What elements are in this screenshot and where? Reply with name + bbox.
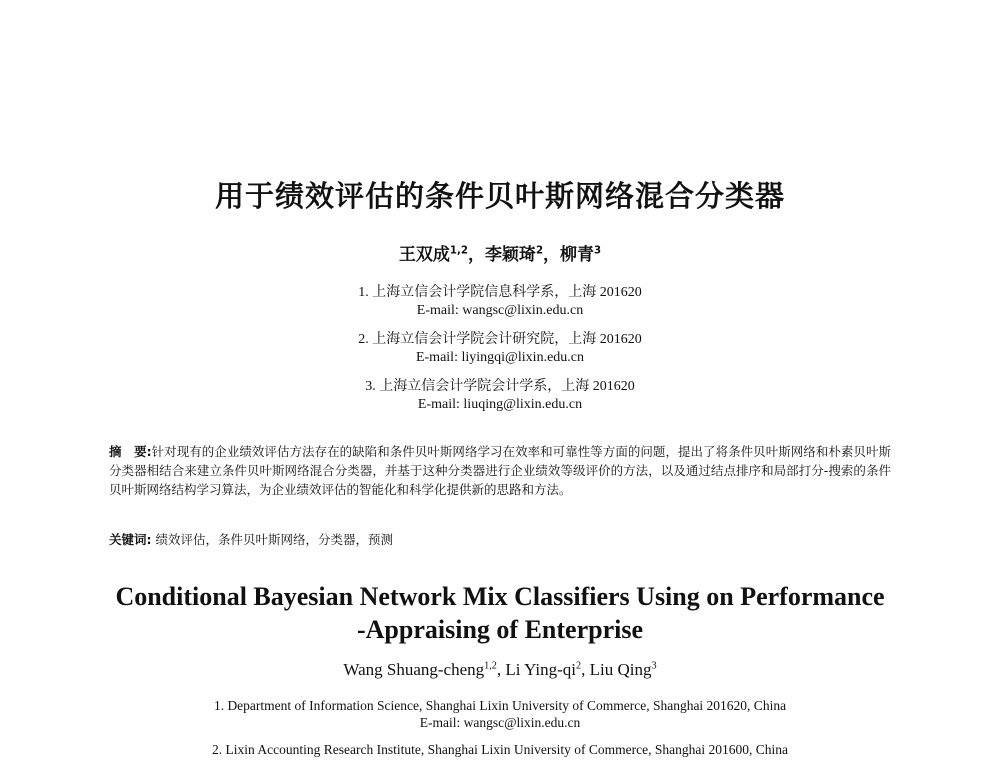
chinese-affiliation-1 [0,284,1000,320]
author-affiliation-mark: 2 [535,245,544,257]
chinese-affiliation-3 [0,378,1000,414]
keywords-label: 关键词: [109,532,152,547]
author-name: Li Ying-qi [505,660,577,679]
author-affiliation-mark: 2 [576,660,582,672]
author-separator: , [581,660,590,679]
author-affiliation-mark: 3 [594,245,602,257]
author-affiliation-mark: 1,2 [449,245,468,257]
author-affiliation-mark: 1,2 [484,660,497,672]
author-separator: ， [543,245,561,265]
english-affiliation-1 [0,697,1000,731]
affiliation-line: 2. 上海立信会计学院会计研究院，上海 201620 [358,332,642,347]
abstract-label: 摘 要: [109,444,152,459]
affiliation-email: E-mail: liyingqi@lixin.edu.cn [415,350,585,365]
author-name: Liu Qing [589,660,652,679]
chinese-authors [0,240,1000,265]
english-title [0,580,1000,646]
keywords-text: 绩效评估，条件贝叶斯网络，分类器，预测 [155,532,393,547]
author-separator: , [496,660,506,679]
affiliation-line: 2. Lixin Accounting Research Institute, Shanghai Lixin University of Commerce, Shanghai 201600, China [212,742,788,757]
author-name: 柳青 [560,245,595,265]
affiliation-email: E-mail: liuqing@lixin.edu.cn [417,397,583,412]
english-authors [0,660,1000,680]
affiliation-line: 1. 上海立信会计学院信息科学系，上海 201620 [358,285,642,300]
author-name: 王双成 [398,245,450,265]
abstract-text: 针对现有的企业绩效评估方法存在的缺陷和条件贝叶斯网络学习在效率和可靠性等方面的问题，提出了将条件贝叶斯网络和朴素贝叶斯分类器相结合来建立条件贝叶斯网络混合分类器，并基于这种分类器进行企业绩效等级评价的方法，以及通过结点排序和局部打分-搜索的条件贝叶斯网络结构学习算法，为企业绩效评估的智能化和科学化提供新的思路和方法。 [109,444,892,497]
affiliation-line: 1. Department of Information Science, Shanghai Lixin University of Commerce, Shanghai 201620, China [213,698,787,713]
chinese-keywords [109,530,891,549]
author-name: Wang Shuang-cheng [343,660,485,679]
english-title-line: -Appraising of Enterprise [357,615,643,644]
chinese-affiliation-2 [0,331,1000,367]
affiliation-email: E-mail: wangsc@lixin.edu.cn [416,303,584,318]
chinese-abstract [109,442,891,499]
english-title-line: Conditional Bayesian Network Mix Classifiers Using on Performance [115,582,885,611]
author-name: 李颖琦 [484,245,536,265]
affiliation-line: 3. 上海立信会计学院会计学系，上海 201620 [365,379,635,394]
chinese-title: 用于绩效评估的条件贝叶斯网络混合分类器 [214,179,785,213]
affiliation-email: E-mail: wangsc@lixin.edu.cn [419,715,581,730]
english-affiliation-2 [0,741,1000,758]
author-separator: ， [467,245,485,265]
author-affiliation-mark: 3 [651,660,657,672]
